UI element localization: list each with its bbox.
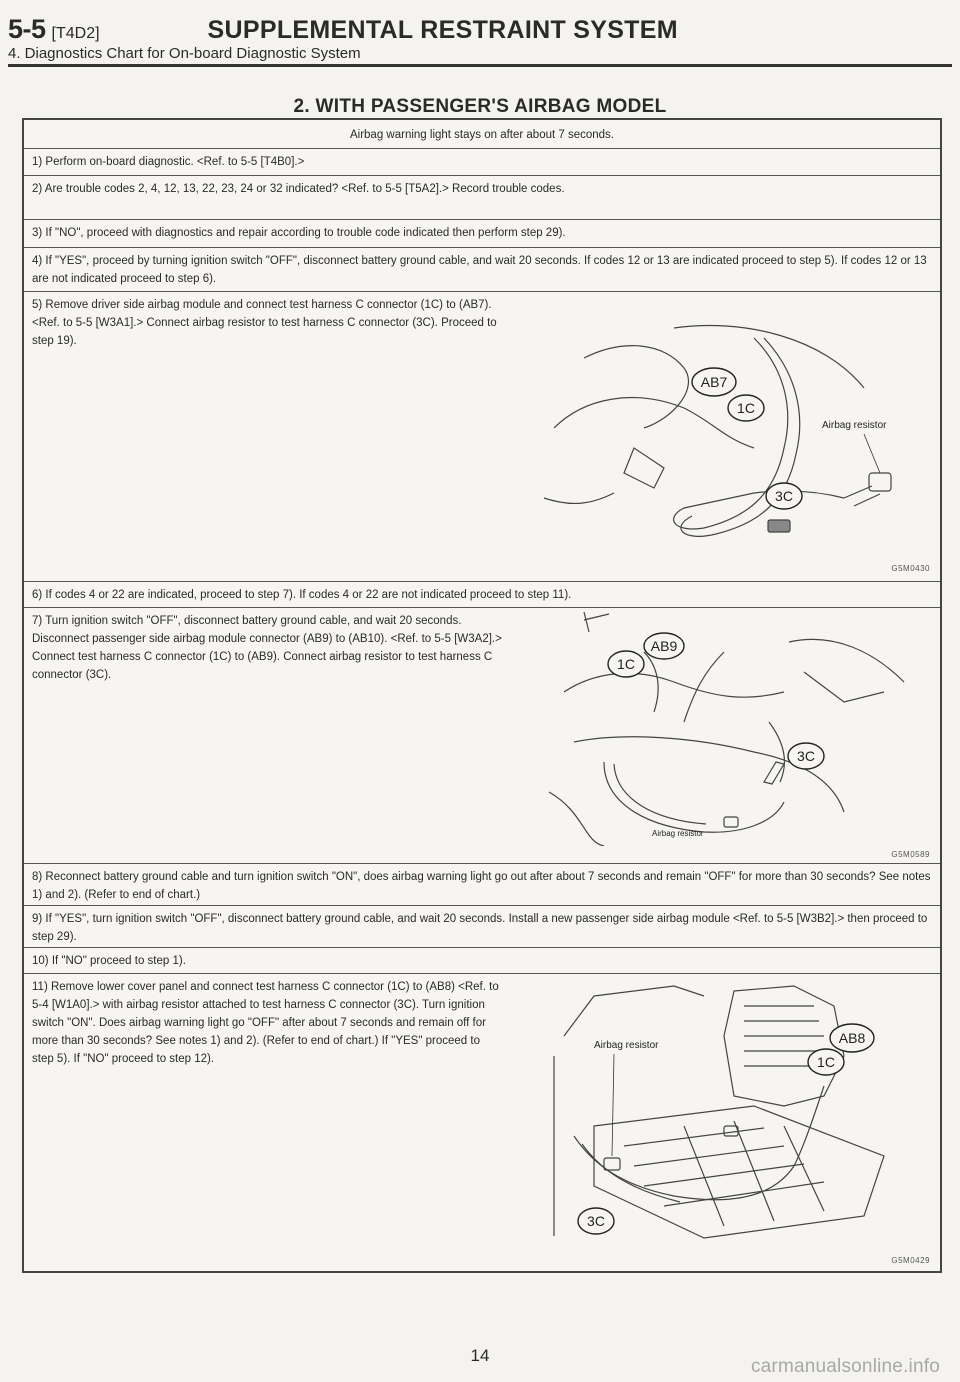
- step-row-4: [24, 248, 940, 292]
- step-row-1: [24, 149, 940, 176]
- step-text: 6) If codes 4 or 22 are indicated, proceed to step 7). If codes 4 or 22 are not indicated proceed to step 11).: [32, 589, 572, 601]
- section-code: [T4D2]: [51, 25, 100, 42]
- connector-label: 1C: [617, 656, 635, 672]
- step-text: 5) Remove driver side airbag module and connect test harness C connector (1C) to (AB7). <Ref. to 5-5 [W3A1].> Connect airbag resistor to test harness C connector (3C). Proceed to step 19).: [32, 299, 497, 347]
- figure-driver-airbag: [524, 298, 934, 566]
- chart-intro: Airbag warning light stays on after about 7 seconds.: [349, 129, 615, 141]
- figure-passenger-airbag: [544, 612, 934, 846]
- step-text: 11) Remove lower cover panel and connect test harness C connector (1C) to (AB8) <Ref. to 5-4 [W1A0].> with airbag resistor attached to test harness C connector (3C). Turn ignition switch "ON". Does airbag warning light go "OFF" after about 7 seconds and remain off for more than 30 seconds? See notes 1) and 2). (Refer to end of chart.) If "YES" proceed to step 5). If "NO" proceed to step 12).: [32, 981, 499, 1065]
- page-header: [8, 14, 952, 62]
- connector-label: AB8: [838, 1030, 866, 1046]
- figure-label: Airbag resistor: [822, 420, 887, 431]
- connector-label: 3C: [775, 488, 793, 504]
- connector-label: 1C: [737, 400, 755, 416]
- step-text: 3) If "NO", proceed with diagnostics and repair according to trouble code indicated then perform step 29).: [32, 227, 566, 239]
- figure-code: G5M0589: [891, 850, 930, 859]
- connector-label: 3C: [587, 1213, 605, 1229]
- connector-label: 3C: [797, 748, 815, 764]
- step-text: 7) Turn ignition switch "OFF", disconnect battery ground cable, and wait 20 seconds. Disconnect passenger side airbag module connector (AB9) to (AB10). <Ref. to 5-5 [W3A2].> Connect test harness C connector (1C) to (AB9). Connect airbag resistor to test harness C connector (3C).: [32, 615, 502, 681]
- chart-intro-row: [24, 120, 940, 149]
- step-text: 10) If "NO" proceed to step 1).: [32, 955, 186, 967]
- figure-label: Airbag resistor: [594, 1040, 659, 1051]
- model-title: 2. WITH PASSENGER'S AIRBAG MODEL: [293, 96, 667, 117]
- connector-label: AB9: [650, 638, 678, 654]
- page-subtitle: 4. Diagnostics Chart for On-board Diagnostic System: [8, 45, 361, 62]
- step-row-11: [24, 974, 940, 1271]
- step-text: 1) Perform on-board diagnostic. <Ref. to 5-5 [T4B0].>: [32, 156, 305, 168]
- figure-label: Airbag resistor: [652, 829, 704, 838]
- header-rule: [8, 64, 952, 67]
- step-row-7: [24, 608, 940, 864]
- figure-lower-cover: [534, 976, 934, 1248]
- diagnostic-chart: [22, 118, 942, 1273]
- section-number: 5-5: [8, 14, 46, 44]
- page-number: 14: [470, 1346, 490, 1365]
- connector-label: 1C: [817, 1054, 835, 1070]
- watermark: carmanualsonline.info: [750, 1356, 940, 1377]
- step-row-9: [24, 906, 940, 948]
- step-row-8: [24, 864, 940, 906]
- step-row-3: [24, 220, 940, 248]
- step-text: 9) If "YES", turn ignition switch "OFF", disconnect battery ground cable, and wait 20 seconds. Install a new passenger side airbag module <Ref. to 5-5 [W3B2].> then proceed to step 29).: [32, 913, 928, 943]
- figure-code: G5M0430: [891, 564, 930, 573]
- page-title: SUPPLEMENTAL RESTRAINT SYSTEM: [207, 16, 678, 44]
- figure-code: G5M0429: [891, 1256, 930, 1265]
- step-text: 8) Reconnect battery ground cable and turn ignition switch "ON", does airbag warning light go out after about 7 seconds and remain "OFF" for more than 30 seconds? See notes 1) and 2). (Refer to end of chart.): [32, 871, 931, 901]
- step-text: 2) Are trouble codes 2, 4, 12, 13, 22, 23, 24 or 32 indicated? <Ref. to 5-5 [T5A2].> Record trouble codes.: [32, 183, 565, 195]
- step-row-5: [24, 292, 940, 582]
- connector-label: AB7: [700, 374, 728, 390]
- step-row-2: [24, 176, 940, 220]
- step-row-10: [24, 948, 940, 974]
- step-row-6: [24, 582, 940, 608]
- step-text: 4) If "YES", proceed by turning ignition switch "OFF", disconnect battery ground cable, and wait 20 seconds. If codes 12 or 13 are indicated proceed to step 5). If codes 12 or 13 are not indicated proceed to step 6).: [32, 255, 927, 285]
